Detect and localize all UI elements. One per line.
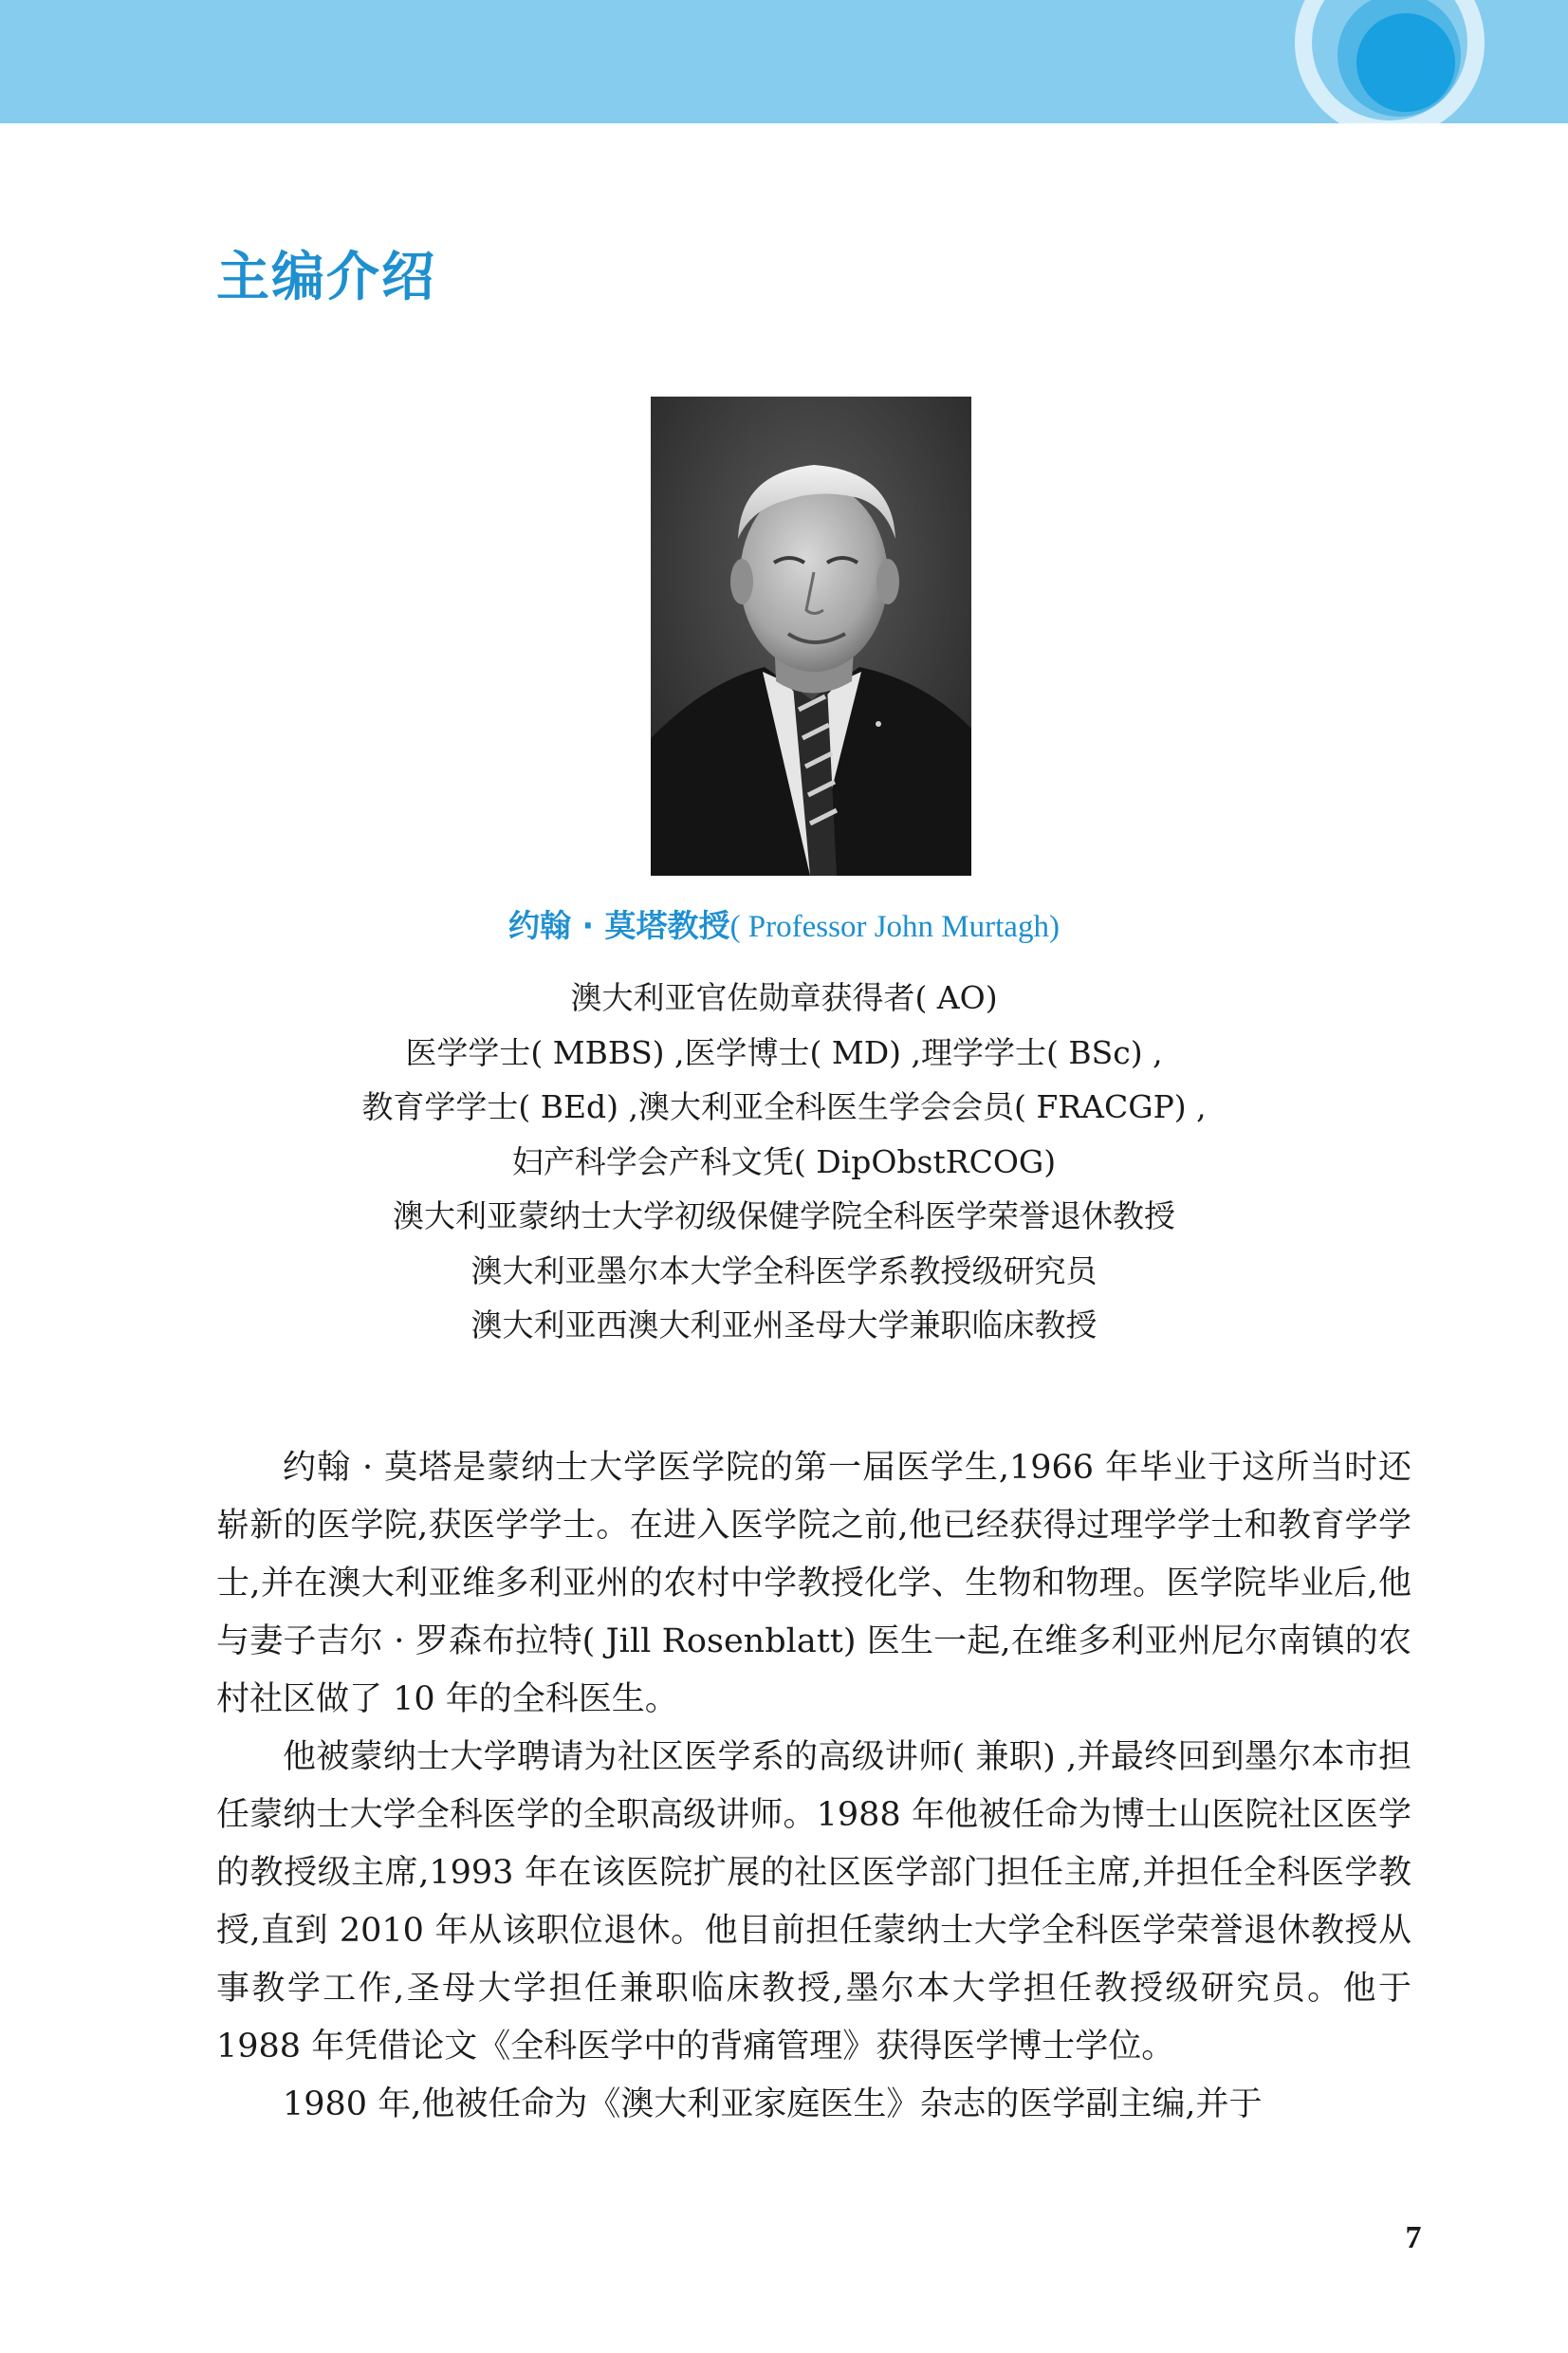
body-paragraph: 约翰 · 莫塔是蒙纳士大学医学院的第一届医学生,1966 年毕业于这所当时还崭新的医学院,获医学学士。在进入医学院之前,他已经获得过理学学士和教育学学士,并在澳大利亚维多利亚州的农村中学教授化学、生物和物理。医学院毕业后,他与妻子吉尔 · 罗森布拉特( Jill Rosenblatt) 医生一起,在维多利亚州尼尔南镇的农村社区做了 10 年的全科医生。 — [216, 1449, 1411, 1718]
section-title: 主编介绍 — [216, 247, 436, 308]
credential-line: 澳大利亚蒙纳士大学初级保健学院全科医学荣誉退休教授 — [393, 1197, 1175, 1234]
page-number: 7 — [1405, 2220, 1422, 2255]
credential-line: 妇产科学会产科文凭( DipObstRCOG) — [511, 1142, 1057, 1180]
credentials-list — [0, 971, 1568, 1353]
body-paragraph: 1980 年,他被任命为《澳大利亚家庭医生》杂志的医学副主编,并于 — [283, 2085, 1263, 2123]
caption-name-cn: 约翰 · 莫塔教授 — [508, 907, 730, 944]
credential-line: 教育学学士( BEd) ,澳大利亚全科医生学会会员( FRACGP) , — [361, 1088, 1207, 1125]
portrait-caption — [0, 901, 1568, 946]
body-paragraph: 他被蒙纳士大学聘请为社区医学系的高级讲师( 兼职) ,并最终回到墨尔本市担任蒙纳士大学全科医学的全职高级讲师。1988 年他被任命为博士山医院社区医学的教授级主席,1993 年在该医院扩展的社区医学部门担任主席,并担任全科医学教授,直到 2010 年从该职位退休。他目前担任蒙纳士大学全科医学荣誉退休教授从事教学工作,圣母大学担任兼职临床教授,墨尔本大学担任教授级研究员。他于 1988 年凭借论文《全科医学中的背痛管理》获得医学博士学位。 — [216, 1738, 1411, 2066]
biography-text — [216, 1439, 1411, 2134]
credential-line: 澳大利亚西澳大利亚州圣母大学兼职临床教授 — [470, 1306, 1098, 1343]
circles-decoration — [0, 0, 1568, 123]
portrait-illustration — [651, 397, 971, 876]
caption-name-en: ( Professor John Murtagh) — [729, 910, 1060, 944]
header-band — [0, 0, 1568, 123]
credential-line: 医学学士( MBBS) ,医学博士( MD) ,理学学士( BSc) , — [405, 1033, 1163, 1071]
portrait-photo — [651, 397, 971, 876]
credential-line: 澳大利亚墨尔本大学全科医学系教授级研究员 — [470, 1251, 1098, 1289]
credential-line: 澳大利亚官佐勋章获得者( AO) — [570, 979, 998, 1016]
